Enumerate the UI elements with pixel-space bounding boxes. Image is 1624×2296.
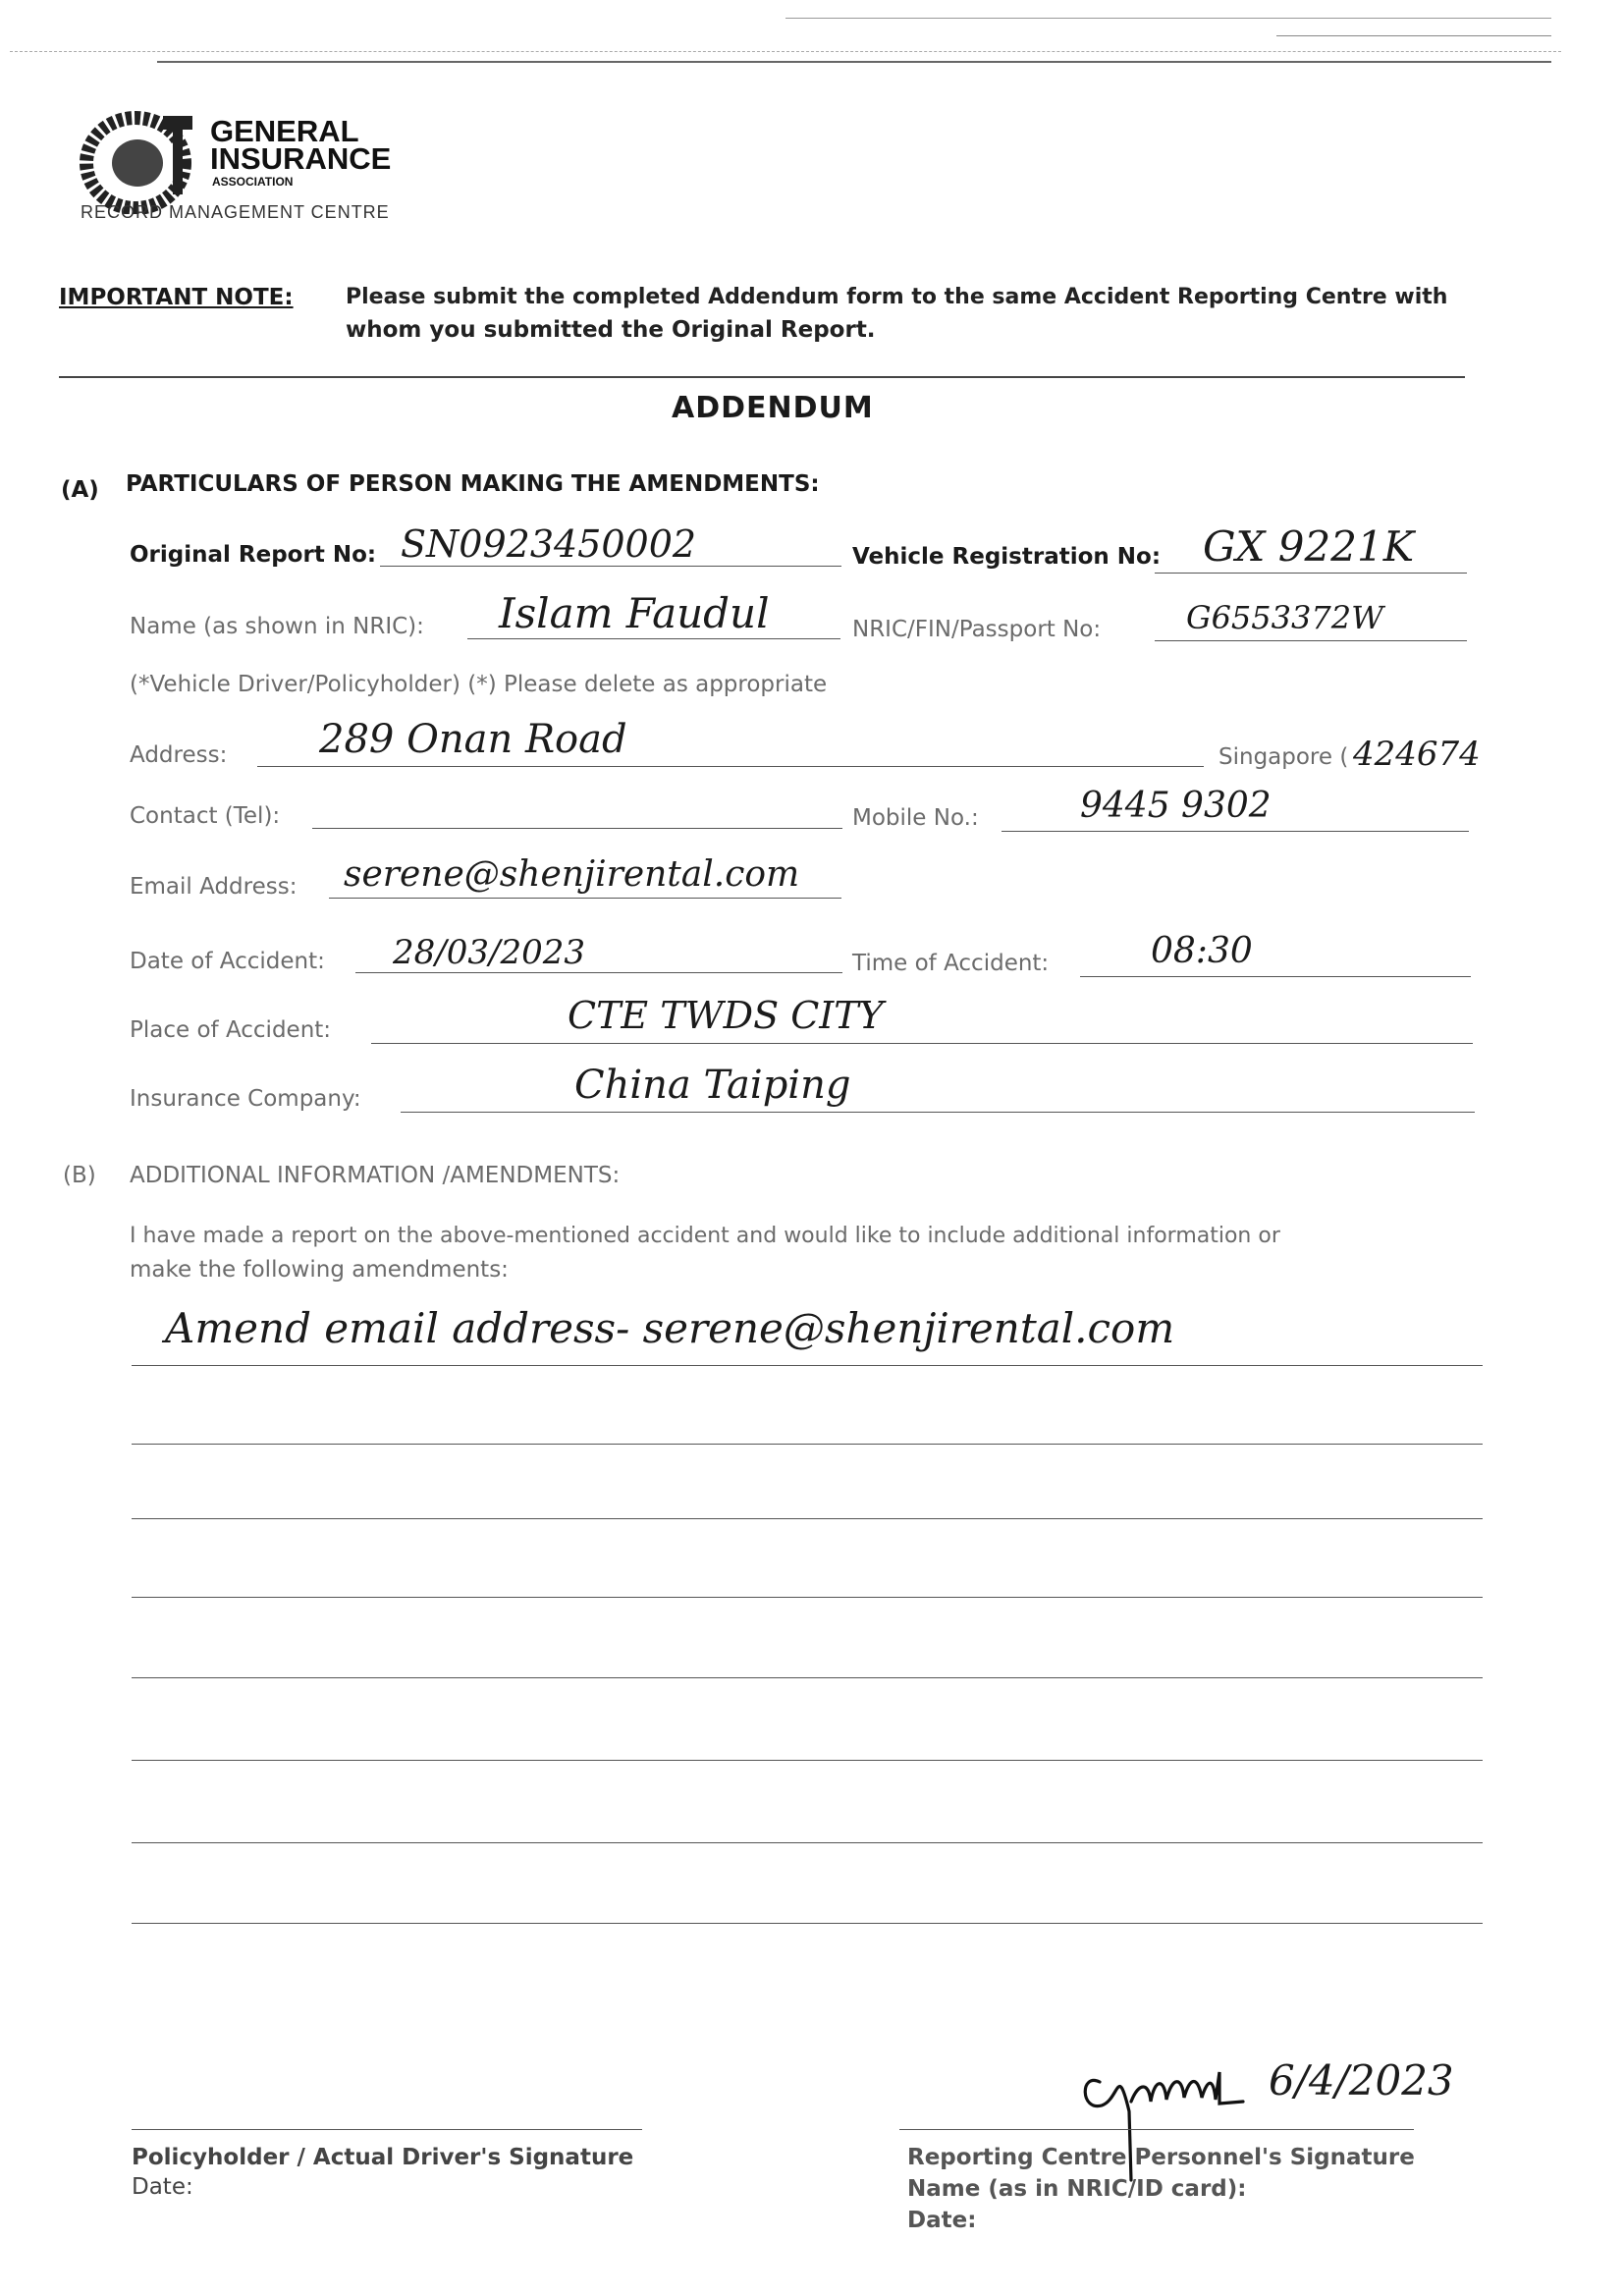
place-value[interactable]: CTE TWDS CITY [568, 994, 884, 1037]
insurer-label: Insurance Company: [130, 1086, 361, 1112]
right-date-label: Date: [907, 2208, 977, 2233]
right-signature-title: Reporting Centre Personnel's Signature [907, 2145, 1415, 2170]
right-signature-line [899, 2129, 1414, 2130]
gia-emblem-icon [79, 106, 206, 214]
mobile-label: Mobile No.: [852, 805, 979, 831]
mobile-value[interactable]: 9445 9302 [1080, 786, 1272, 826]
section-a-heading: PARTICULARS OF PERSON MAKING THE AMENDMENTS: [126, 471, 820, 497]
vehicle-reg-label: Vehicle Registration No: [852, 544, 1162, 570]
personnel-date-value[interactable]: 6/4/2023 [1269, 2056, 1454, 2105]
postal-value[interactable]: 424674 [1353, 735, 1481, 774]
email-value[interactable]: serene@shenjirental.com [344, 854, 800, 895]
page-title: ADDENDUM [672, 391, 874, 425]
singapore-label: Singapore ( [1218, 744, 1349, 770]
logo-insurance: INSURANCE [210, 141, 392, 176]
date-value[interactable]: 28/03/2023 [393, 933, 585, 972]
left-date-label: Date: [132, 2174, 193, 2200]
section-b-heading: ADDITIONAL INFORMATION /AMENDMENTS: [130, 1163, 621, 1188]
amendment-text[interactable]: Amend email address- serene@shenjirental.com [165, 1304, 1175, 1352]
left-signature-line [132, 2129, 642, 2130]
important-note-label: IMPORTANT NOTE: [59, 285, 294, 310]
logo-subtitle: RECORD MANAGEMENT CENTRE [81, 202, 390, 222]
logo-general: GENERAL [210, 114, 359, 148]
role-note: (*Vehicle Driver/Policyholder) (*) Please delete as appropriate [130, 672, 828, 697]
section-a-marker: (A) [61, 477, 99, 503]
important-note-line1: Please submit the completed Addendum form to the same Accident Reporting Centre with [346, 285, 1448, 309]
address-label: Address: [130, 742, 228, 768]
name-label: Name (as shown in NRIC): [130, 614, 424, 639]
nric-value[interactable]: G6553372W [1186, 599, 1383, 636]
contact-label: Contact (Tel): [130, 803, 281, 829]
important-note-line2: whom you submitted the Original Report. [346, 317, 876, 343]
original-report-value[interactable]: SN0923450002 [401, 522, 697, 566]
insurer-value[interactable]: China Taiping [574, 1063, 851, 1108]
time-label: Time of Accident: [852, 951, 1050, 976]
place-label: Place of Accident: [130, 1017, 332, 1043]
left-signature-title: Policyholder / Actual Driver's Signature [132, 2145, 634, 2170]
header-divider [59, 376, 1465, 378]
original-report-label: Original Report No: [130, 542, 377, 568]
section-b-intro-line2: make the following amendments: [130, 1257, 509, 1283]
nric-label: NRIC/FIN/Passport No: [852, 617, 1102, 642]
email-label: Email Address: [130, 874, 298, 900]
address-value[interactable]: 289 Onan Road [319, 717, 627, 762]
section-b-marker: (B) [63, 1163, 96, 1188]
name-value[interactable]: Islam Faudul [499, 589, 770, 637]
time-value[interactable]: 08:30 [1151, 931, 1253, 971]
right-name-label: Name (as in NRIC/ID card): [907, 2176, 1247, 2202]
logo-association: ASSOCIATION [212, 175, 294, 189]
vehicle-reg-value[interactable]: GX 9221K [1203, 522, 1415, 571]
section-b-intro-line1: I have made a report on the above-mentioned accident and would like to include additional information or [130, 1224, 1280, 1248]
date-label: Date of Accident: [130, 949, 325, 974]
